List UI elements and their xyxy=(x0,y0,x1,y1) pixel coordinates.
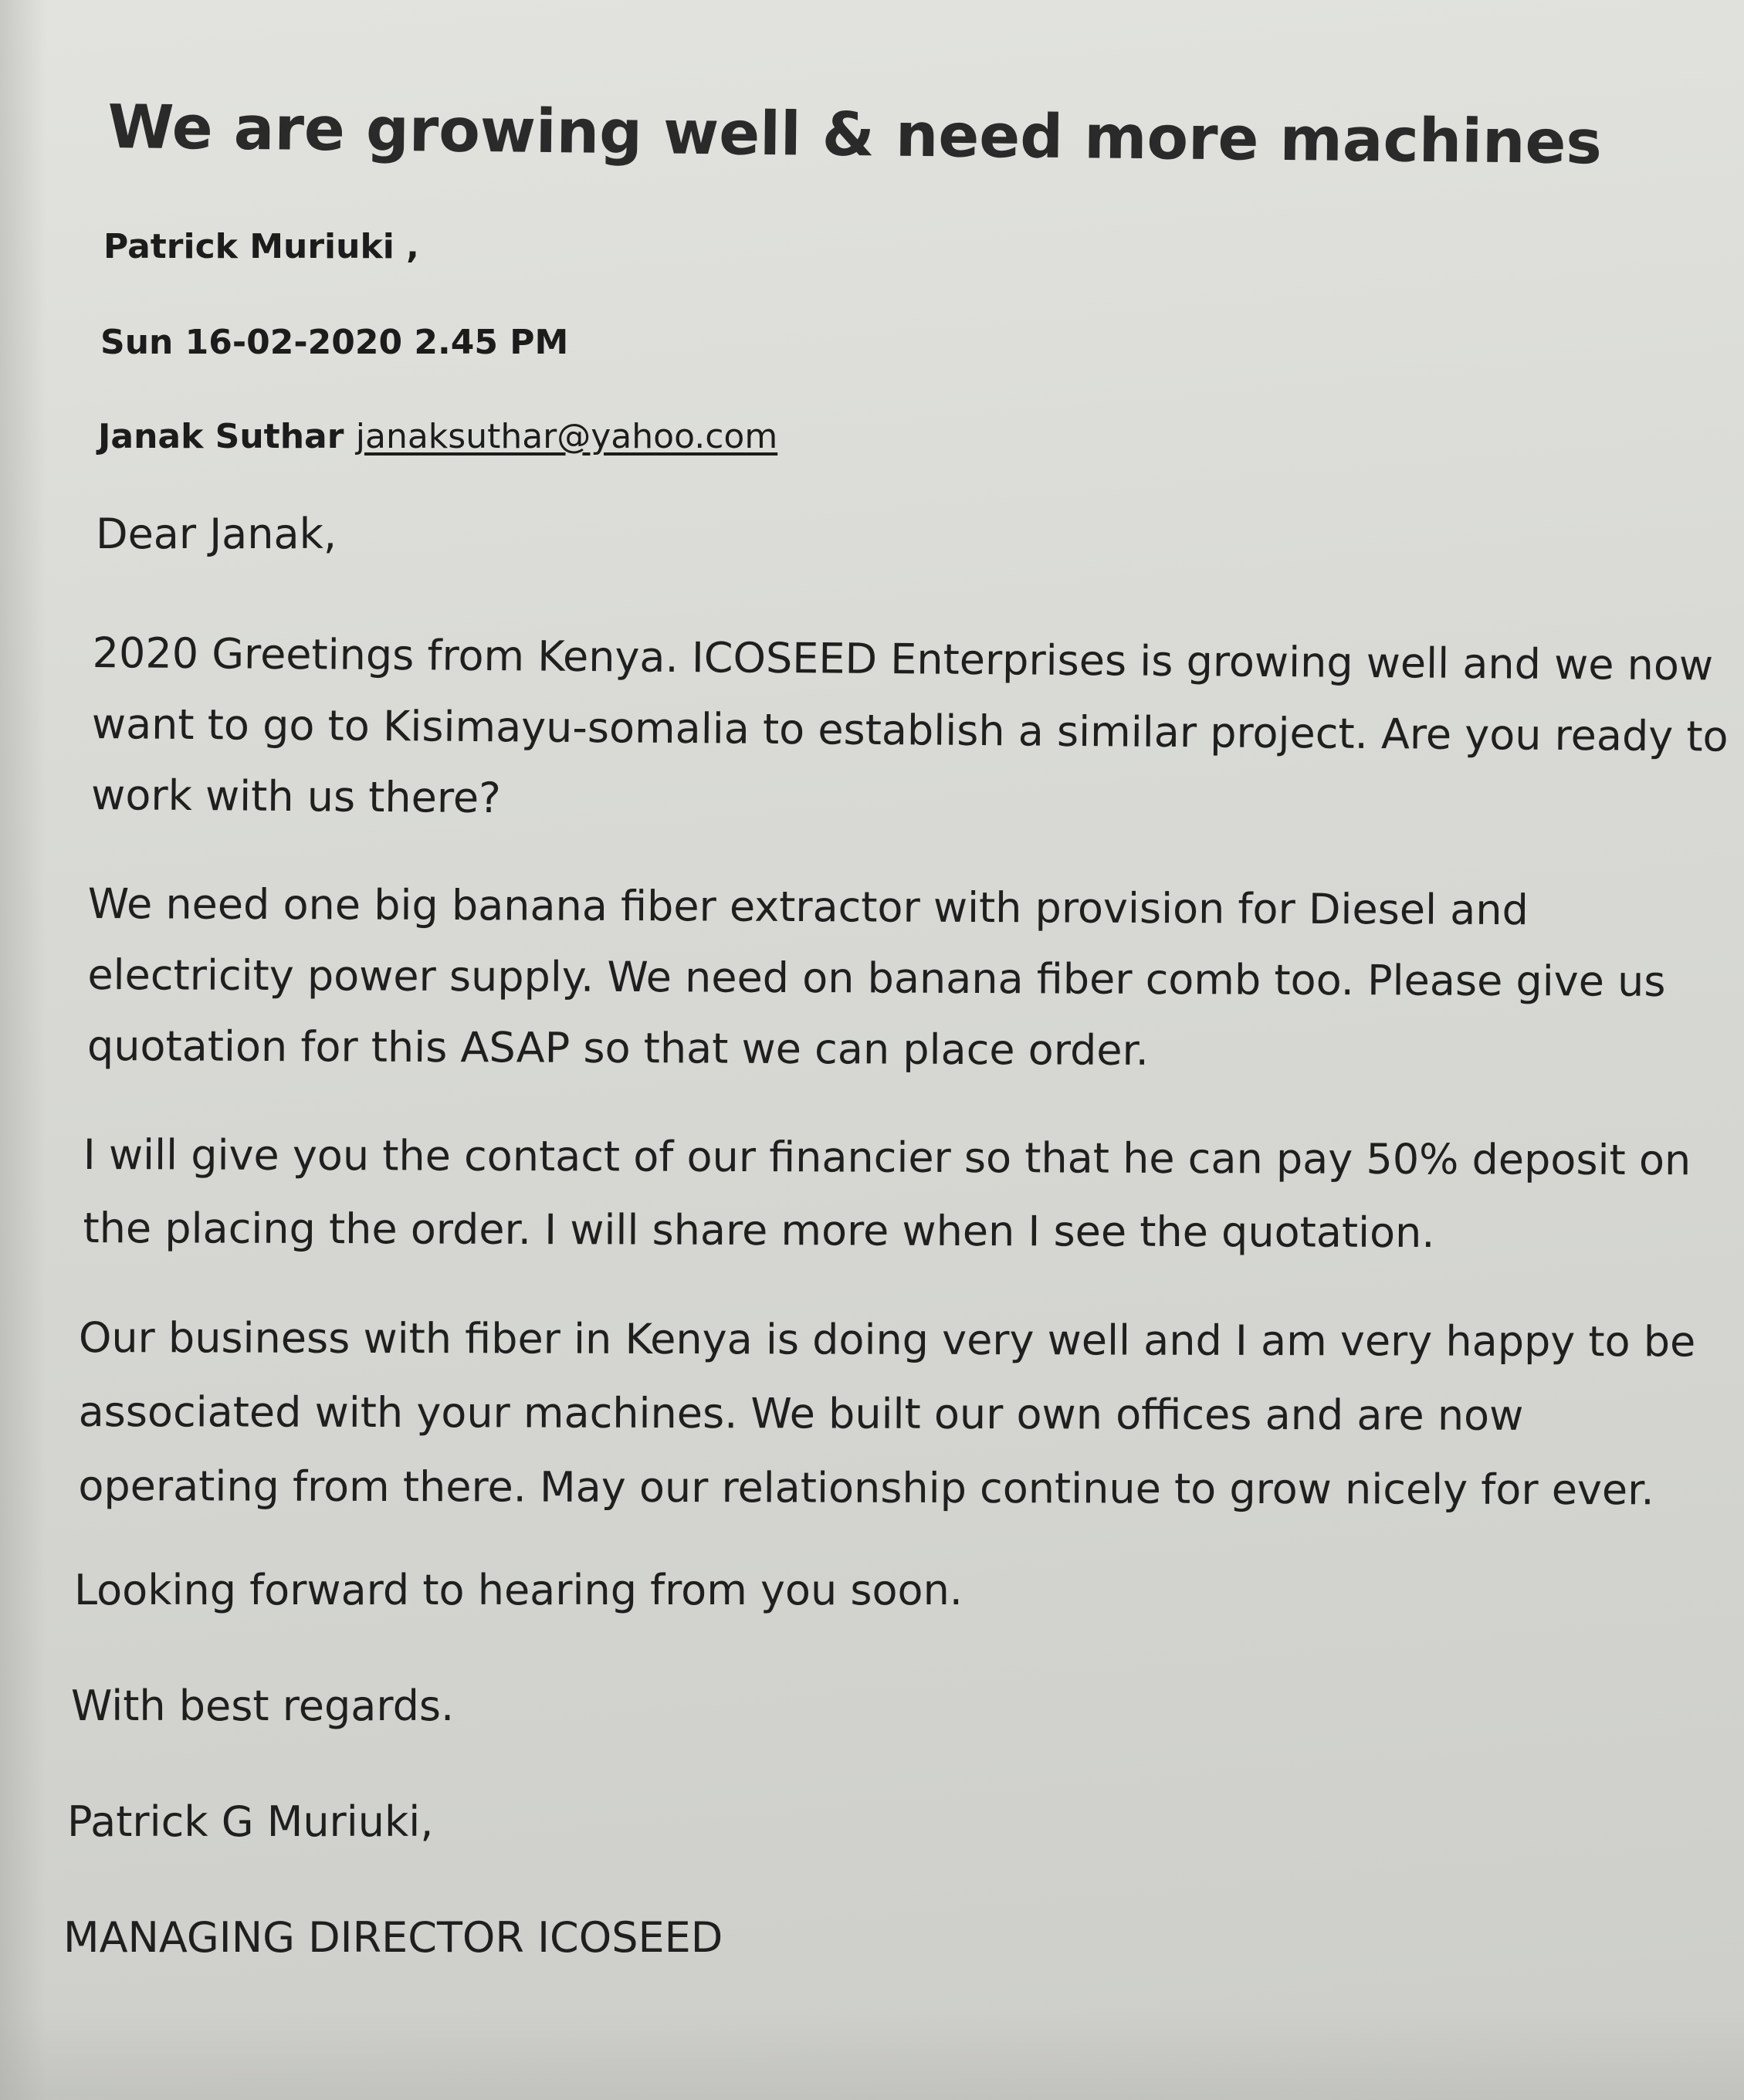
closing-line: Looking forward to hearing from you soon. xyxy=(74,1566,963,1614)
signature-title: MANAGING DIRECTOR ICOSEED xyxy=(63,1913,723,1962)
paragraph-2 xyxy=(87,869,1666,1089)
paragraph-line: work with us there? xyxy=(90,770,502,823)
sender-line: Patrick Muriuki , xyxy=(103,227,419,266)
recipient-name: Janak Suthar xyxy=(98,417,344,456)
recipient-email-link[interactable]: janaksuthar@yahoo.com xyxy=(355,417,778,456)
paper-shadow-bottom xyxy=(0,2007,1744,2100)
salutation: Dear Janak, xyxy=(96,510,337,558)
paragraph-line: associated with your machines. We built our own offices and are now xyxy=(78,1387,1524,1440)
date-line: Sun 16-02-2020 2.45 PM xyxy=(100,323,569,362)
paragraph-line: We need one big banana fiber extractor with provision for Diesel and xyxy=(87,879,1529,935)
paragraph-3 xyxy=(83,1118,1691,1270)
paragraph-line: quotation for this ASAP so that we can place order. xyxy=(86,1021,1150,1075)
paragraph-line: electricity power supply. We need on banana fiber comb too. Please give us xyxy=(87,950,1666,1006)
paragraph-1 xyxy=(91,618,1729,844)
signature-name: Patrick G Muriuki, xyxy=(67,1797,434,1846)
letter-title: We are growing well & need more machines xyxy=(107,93,1603,178)
regards-line: With best regards. xyxy=(71,1682,455,1730)
paragraph-line: Our business with fiber in Kenya is doing very well and I am very happy to be xyxy=(78,1313,1696,1367)
paragraph-line: the placing the order. I will share more when I see the quotation. xyxy=(83,1203,1435,1258)
paragraph-line: operating from there. May our relationship continue to grow nicely for ever. xyxy=(78,1461,1654,1515)
paragraph-line: want to go to Kisimayu-somalia to establish a similar project. Are you ready to xyxy=(91,699,1729,761)
paper-shadow-left xyxy=(0,0,46,2100)
recipient-line xyxy=(98,417,777,456)
paragraph-line: I will give you the contact of our financier so that he can pay 50% deposit on xyxy=(83,1130,1692,1185)
paragraph-4 xyxy=(78,1301,1695,1527)
paragraph-line: 2020 Greetings from Kenya. ICOSEED Enterprises is growing well and we now xyxy=(92,628,1714,690)
